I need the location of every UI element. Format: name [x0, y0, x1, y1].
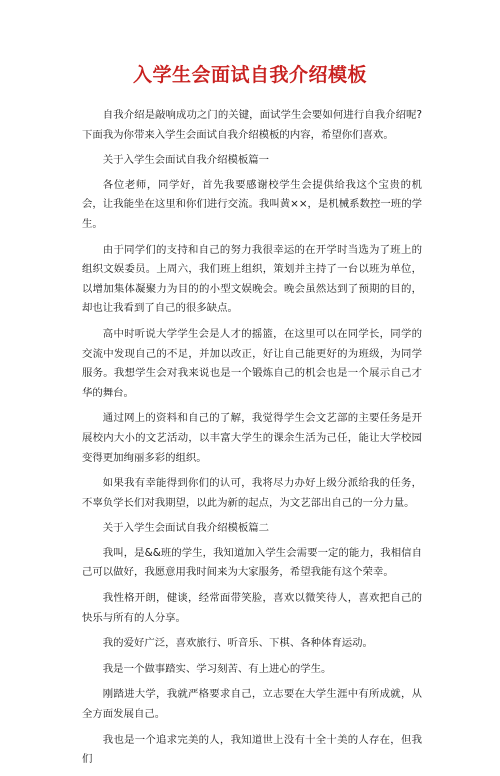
paragraph: 我的爱好广泛，喜欢旅行、听音乐、下棋、各种体育运动。 [102, 637, 373, 650]
paragraph: 各位老师，同学好，首先我要感谢校学生会提供给我这个宝贵的机会，让我能坐在这里和你们进行交流。我叫黄××，是机械系数控一班的学生。 [82, 178, 422, 230]
paragraph: 我性格开朗，健谈，经常面带笑脸，喜欢以微笑待人，喜欢把自己的快乐与所有的人分享。 [82, 592, 422, 624]
paragraph-truncated: 我也是一个追求完美的人，我知道世上没有十全十美的人存在，但我们 [82, 733, 422, 766]
paragraph: 高中时听说大学学生会是人才的摇篮，在这里可以在同学长，同学的交流中发现自己的不足，并加以改正，好让自己能更好的为班级，为同学服务。我想学生会对我来说也是一个锻炼自己的机会也是一个展示自己才华的舞台。 [82, 327, 422, 399]
paragraph: 如果我有幸能得到你们的认可，我将尽力办好上级分派给我的任务，不辜负学长们对我期望，以此为新的起点，为文艺部出自己的一分力量。 [82, 477, 422, 509]
document-title: 入学生会面试自我介绍模板 [132, 64, 367, 86]
document-body [82, 106, 422, 776]
paragraph: 通过网上的资料和自己的了解，我觉得学生会文艺部的主要任务是开展校内大小的文艺活动，以丰富大学生的课余生活为己任，能让大学校园变得更加绚丽多彩的组织。 [82, 412, 422, 464]
paragraph: 由于同学们的支持和自己的努力我很幸运的在开学时当选为了班上的组织文娱委员。上周六，我们班上组织，策划并主持了一台以班为单位，以增加集体凝聚力为目的的小型文娱晚会。晚会虽然达到了预期的目的，却也让我看到了自己的很多缺点。 [82, 243, 422, 315]
paragraph-intro: 自我介绍是敲响成功之门的关键，面试学生会要如何进行自我介绍呢?下面我为你带来入学生会面试自我介绍模板的内容，希望你们喜欢。 [82, 109, 422, 141]
section-heading-2: 关于入学生会面试自我介绍模板篇二 [102, 522, 270, 535]
section-heading-1: 关于入学生会面试自我介绍模板篇一 [102, 154, 270, 167]
paragraph: 我是一个做事踏实、学习刻苦、有上进心的学生。 [102, 662, 332, 675]
paragraph: 刚踏进大学，我就严格要求自己，立志要在大学生涯中有所成就，从全方面发展自己。 [82, 688, 422, 721]
paragraph: 我叫，是&&班的学生，我知道加入学生会需要一定的能力，我相信自己可以做好，我愿意用我时间来为大家服务，希望我能有这个荣幸。 [82, 546, 422, 579]
